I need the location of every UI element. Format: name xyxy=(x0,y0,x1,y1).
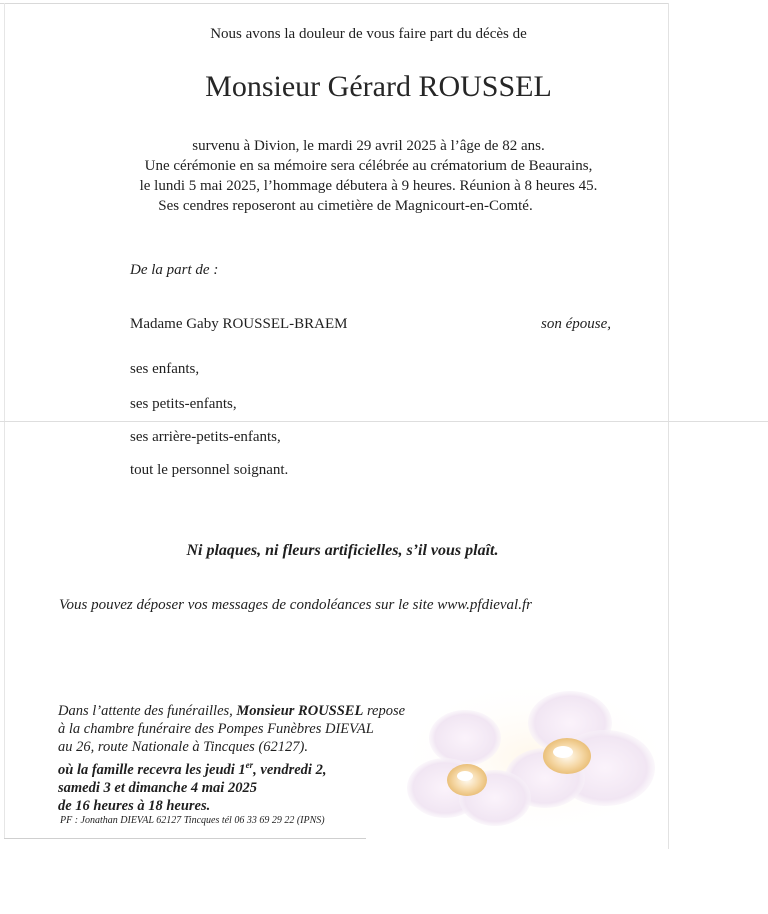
family-member: ses enfants, xyxy=(130,361,200,377)
deceased-name: Monsieur Gérard ROUSSEL xyxy=(205,70,552,103)
death-details xyxy=(0,136,737,216)
details-line: survenu à Divion, le mardi 29 avril 2025 à l’âge de 82 ans. xyxy=(192,138,545,154)
viewing-line1-bold: Monsieur ROUSSEL xyxy=(236,703,364,719)
paper-fold-line xyxy=(0,421,768,422)
family-member: ses petits-enfants, xyxy=(130,396,237,412)
orchid-flowers-icon xyxy=(395,668,675,838)
spouse-relation: son épouse, xyxy=(541,316,611,332)
no-flowers-notice: Ni plaques, ni fleurs artificielles, s’il vous plaît. xyxy=(186,542,499,559)
family-member: ses arrière-petits-enfants, xyxy=(130,429,281,445)
viewing-info xyxy=(58,702,405,815)
orchid-decoration xyxy=(395,668,675,838)
viewing-line5: samedi 3 et dimanche 4 mai 2025 xyxy=(58,779,257,796)
page-border-bottom xyxy=(4,838,366,839)
viewing-line1-prefix: Dans l’attente des funérailles, xyxy=(58,703,237,719)
page-border-top xyxy=(0,3,669,4)
viewing-line6: de 16 heures à 18 heures. xyxy=(58,797,211,814)
intro-text: Nous avons la douleur de vous faire part du décès de xyxy=(210,26,527,42)
condolences-text: Vous pouvez déposer vos messages de condoléances sur le site www.pfdieval.fr xyxy=(59,597,532,613)
viewing-line3: au 26, route Nationale à Tincques (62127). xyxy=(58,739,308,755)
viewing-line4-suffix: , vendredi 2, xyxy=(253,761,327,778)
details-line: Ses cendres reposeront au cimetière de Magnicourt-en-Comté. xyxy=(158,198,533,214)
spouse-name: Madame Gaby ROUSSEL-BRAEM xyxy=(130,316,348,332)
details-line: Une cérémonie en sa mémoire sera célébrée au crématorium de Beaurains, xyxy=(144,158,593,174)
viewing-line4-sup: er xyxy=(245,760,254,770)
funeral-home-footer: PF : Jonathan DIEVAL 62127 Tincques tél 06 33 69 29 22 (IPNS) xyxy=(60,815,325,826)
viewing-line2: à la chambre funéraire des Pompes Funèbres DIEVAL xyxy=(58,721,374,737)
family-member: tout le personnel soignant. xyxy=(130,462,289,478)
viewing-line1-suffix: repose xyxy=(363,703,406,719)
viewing-line4-prefix: où la famille recevra les jeudi 1 xyxy=(58,761,246,778)
details-line: le lundi 5 mai 2025, l’hommage débutera à 9 heures. Réunion à 8 heures 45. xyxy=(139,178,598,194)
family-heading: De la part de : xyxy=(130,262,219,278)
